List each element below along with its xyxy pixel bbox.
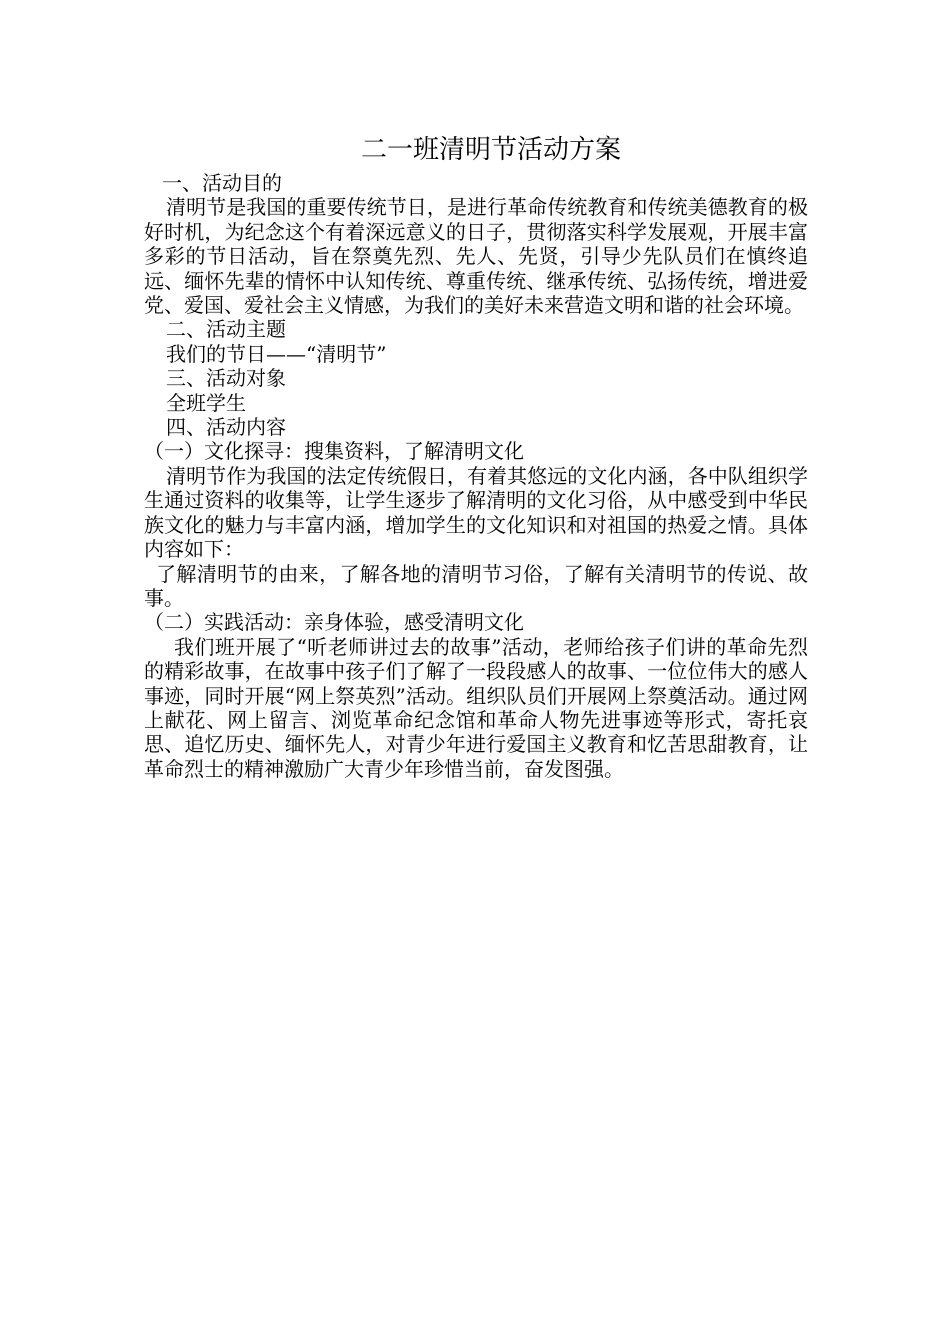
paragraph-culture: 清明节作为我国的法定传统假日，有着其悠远的文化内涵，各中队组织学生通过资料的收集等，让学生逐步了解清明的文化习俗，从中感受到中华民族文化的魅力与丰富内涵，增加学生的文化知识和对祖国的热爱之情。具体内容如下： <box>144 463 808 562</box>
paragraph-practice: 我们班开展了“听老师讲过去的故事”活动，老师给孩子们讲的革命先烈的精彩故事，在故事中孩子们了解了一段段感人的故事、一位位伟大的感人事迹，同时开展“网上祭英烈”活动。组织队员们开展网上祭奠活动。通过网上献花、网上留言、浏览革命纪念馆和革命人物先进事迹等形式，寄托哀思、追忆历史、缅怀先人，对青少年进行爱国主义教育和忆苦思甜教育，让革命烈士的精神激励广大青少年珍惜当前，奋发图强。 <box>144 634 808 781</box>
subsection-heading-practice: （二）实践活动：亲身体验，感受清明文化 <box>144 610 524 635</box>
section-heading-theme: 二、活动主题 <box>166 317 286 342</box>
section-heading-content: 四、活动内容 <box>166 415 286 440</box>
paragraph-culture-detail: 了解清明节的由来，了解各地的清明节习俗，了解有关清明节的传说、故事。 <box>144 561 808 610</box>
section-heading-purpose: 一、活动目的 <box>162 171 282 195</box>
section-heading-target: 三、活动对象 <box>166 366 286 391</box>
paragraph-target: 全班学生 <box>166 390 246 415</box>
document-body <box>144 133 808 781</box>
paragraph-purpose: 清明节是我国的重要传统节日，是进行革命传统教育和传统美德教育的极好时机，为纪念这个有着深远意义的日子，贯彻落实科学发展观，开展丰富多彩的节日活动，旨在祭奠先烈、先人、先贤，引导少先队员们在慎终追远、缅怀先辈的情怀中认知传统、尊重传统、继承传统、弘扬传统，增进爱党、爱国、爱社会主义情感，为我们的美好未来营造文明和谐的社会环境。 <box>144 195 808 318</box>
page-title: 二一班清明节活动方案 <box>360 135 621 165</box>
subsection-heading-culture: （一）文化探寻：搜集资料，了解清明文化 <box>144 439 524 464</box>
paragraph-theme: 我们的节日——“清明节” <box>166 341 387 366</box>
